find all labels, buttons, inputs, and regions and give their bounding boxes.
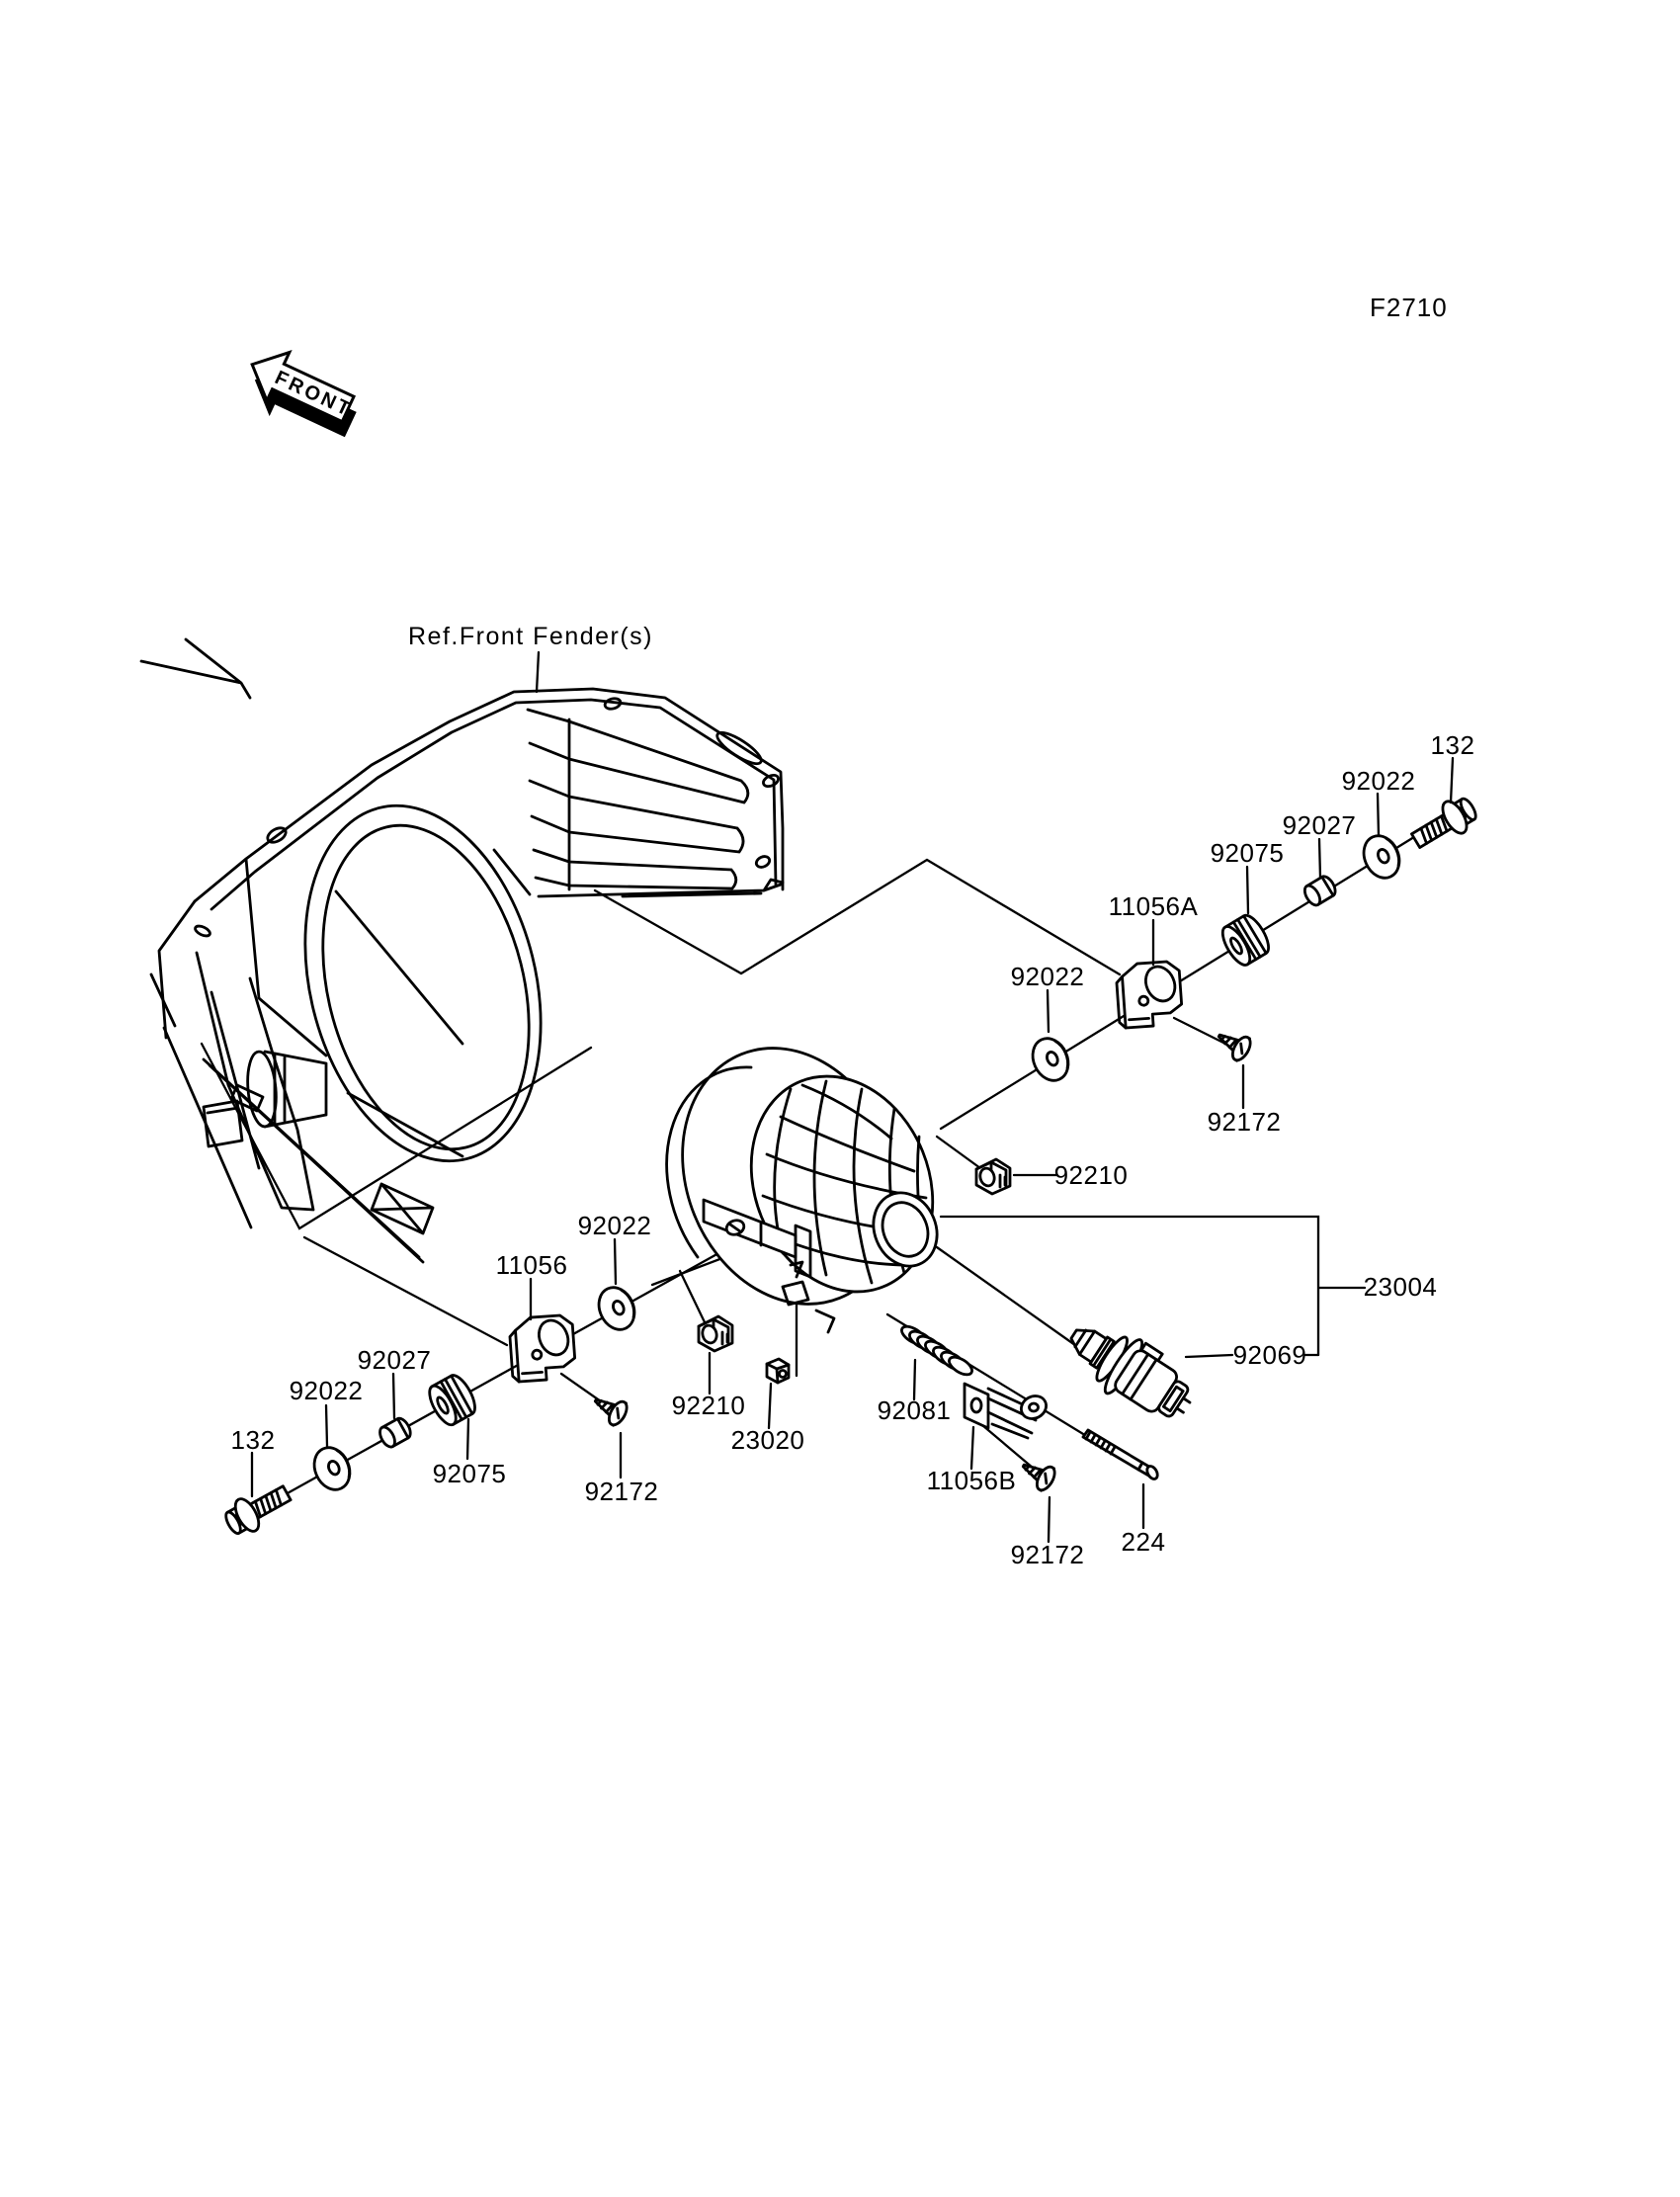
figure-code: F2710 (1370, 293, 1448, 322)
adjusting-bolt-icon (1083, 1430, 1159, 1480)
headlight-unit-drawing (645, 1015, 965, 1336)
clip-nut-icon (976, 1159, 1010, 1194)
washer-icon (1358, 830, 1406, 884)
front-arrow-label: FRONT (271, 367, 356, 422)
bulb-socket-icon (1056, 1308, 1204, 1434)
callout-224: 224 (1121, 1527, 1166, 1557)
callout-92172-c: 92172 (1010, 1540, 1085, 1569)
front-direction-arrow-icon (235, 340, 367, 449)
reference-note: Ref.Front Fender(s) (408, 623, 654, 650)
callout-23020: 23020 (730, 1425, 805, 1455)
rubber-damper-icon (424, 1372, 479, 1429)
tapping-screw-icon (589, 1390, 630, 1428)
callout-92172-b: 92172 (584, 1477, 659, 1506)
callout-92069: 92069 (1232, 1340, 1307, 1370)
tapping-screw-icon (1213, 1025, 1254, 1063)
callout-11056: 11056 (495, 1250, 568, 1280)
callout-92022-d: 92022 (289, 1376, 364, 1405)
square-nut-icon (767, 1359, 789, 1383)
rubber-damper-icon (1218, 911, 1274, 969)
callout-92027-b: 92027 (357, 1345, 432, 1375)
bracket-11056B-icon (965, 1384, 1050, 1438)
callout-92075-b: 92075 (432, 1459, 507, 1488)
callout-132-b: 132 (230, 1425, 276, 1455)
callout-92022-b: 92022 (1010, 962, 1085, 991)
flange-bolt-icon (220, 1478, 295, 1541)
bracket-11056-icon (509, 1314, 576, 1382)
bracket-11056A-icon (1116, 961, 1183, 1028)
callout-92075-a: 92075 (1210, 838, 1285, 868)
collar-icon (377, 1416, 413, 1450)
labels (231, 293, 1475, 1569)
washer-icon (308, 1442, 357, 1495)
washer-icon (1027, 1033, 1075, 1086)
callout-11056B: 11056B (926, 1466, 1017, 1495)
coil-spring-icon (899, 1323, 975, 1379)
callout-92022-c: 92022 (577, 1211, 652, 1240)
callout-92081: 92081 (877, 1395, 952, 1425)
callout-11056A: 11056A (1108, 891, 1199, 921)
flange-bolt-icon (1406, 792, 1481, 856)
callout-92210-a: 92210 (1053, 1160, 1129, 1190)
callout-92022-a: 92022 (1341, 766, 1416, 796)
callout-92210-b: 92210 (671, 1391, 746, 1420)
callout-23004: 23004 (1363, 1272, 1438, 1302)
callout-92027-a: 92027 (1282, 810, 1357, 840)
washer-icon (593, 1282, 641, 1335)
callout-92172-a: 92172 (1207, 1107, 1282, 1137)
callout-132-a: 132 (1430, 730, 1475, 760)
